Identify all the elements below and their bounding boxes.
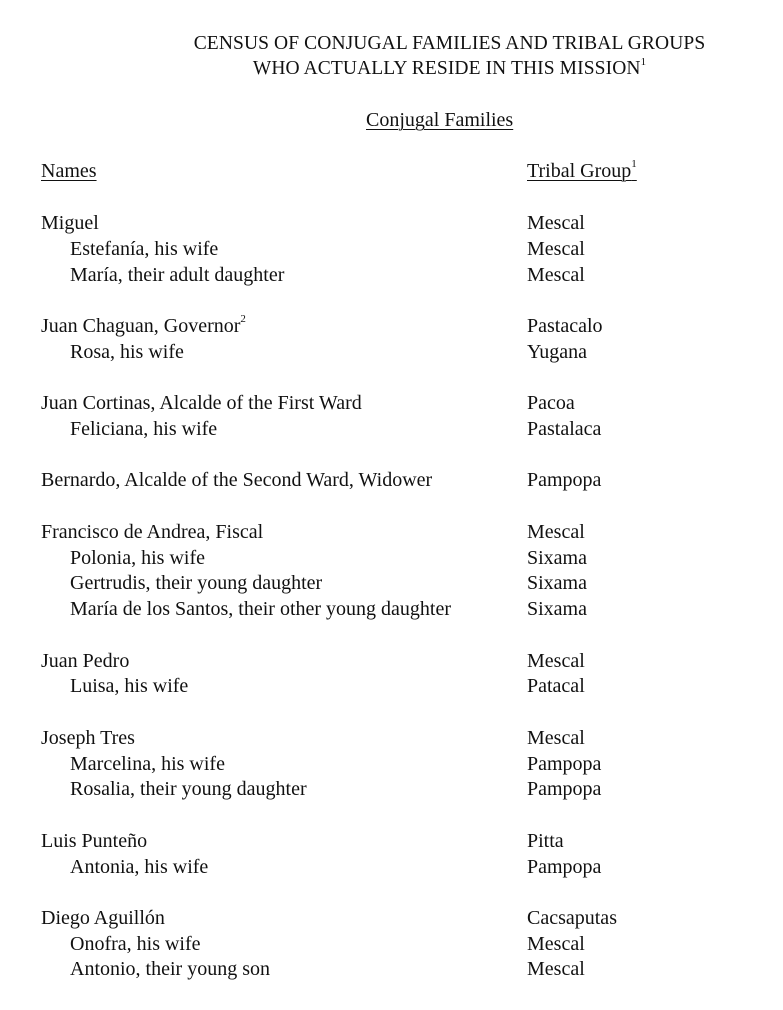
person-name	[70, 547, 205, 570]
family-group	[0, 830, 783, 882]
tribal-group-footnote-marker: 1	[631, 158, 637, 170]
person-name-text: Juan Chaguan, Governor	[41, 314, 241, 337]
family-group	[0, 212, 783, 289]
title-text-1: CENSUS OF CONJUGAL FAMILIES AND TRIBAL GROUPS	[193, 33, 706, 54]
tribal-group: Mescal	[527, 932, 585, 955]
person-name	[41, 392, 362, 415]
person-name	[70, 598, 451, 621]
person-name-text: Antonio, their young son	[70, 958, 270, 981]
person-name	[41, 907, 165, 930]
family-head-row	[0, 521, 783, 547]
section-heading: Conjugal Families	[366, 109, 514, 131]
family-head-row	[0, 830, 783, 856]
tribal-group: Pampopa	[527, 752, 602, 775]
person-name	[70, 958, 270, 981]
tribal-group: Mescal	[527, 212, 585, 234]
family-member-row	[0, 675, 783, 701]
family-group	[0, 469, 783, 495]
family-member-row	[0, 418, 783, 444]
person-name-text: Bernardo, Alcalde of the Second Ward, Widower	[41, 469, 433, 492]
person-name-text: María, their adult daughter	[70, 263, 285, 286]
person-name	[70, 238, 218, 261]
person-name	[41, 469, 432, 492]
person-name-text: Francisco de Andrea, Fiscal	[41, 520, 264, 543]
person-name-text: Miguel	[41, 212, 99, 234]
family-member-row	[0, 598, 783, 624]
tribal-group: Sixama	[527, 546, 587, 569]
tribal-group: Pampopa	[527, 855, 602, 878]
family-member-row	[0, 753, 783, 779]
family-head-row	[0, 392, 783, 418]
family-member-row	[0, 778, 783, 804]
footnote-marker: 2	[240, 312, 246, 325]
family-member-row	[0, 933, 783, 959]
person-name-text: Juan Pedro	[41, 649, 130, 672]
family-member-row	[0, 958, 783, 984]
person-name-text: Rosa, his wife	[70, 340, 184, 363]
tribal-group: Pitta	[527, 829, 564, 852]
person-name-text: Rosalia, their young daughter	[70, 778, 307, 801]
family-member-row	[0, 341, 783, 367]
person-name	[41, 312, 246, 338]
person-name	[41, 830, 147, 853]
person-name-text: Polonia, his wife	[70, 546, 205, 569]
person-name-text: Antonia, his wife	[70, 855, 209, 878]
tribal-group: Yugana	[527, 340, 587, 363]
person-name-text: Luisa, his wife	[70, 675, 189, 698]
person-name-text: Gertrudis, their young daughter	[70, 572, 323, 595]
family-head-row	[0, 727, 783, 753]
person-name	[70, 675, 188, 698]
family-group	[0, 312, 783, 367]
family-group	[0, 521, 783, 624]
person-name-text: Estefanía, his wife	[70, 237, 219, 260]
person-name-text: Luis Punteño	[41, 829, 148, 852]
tribal-group: Pacoa	[527, 392, 575, 415]
title-line-1	[0, 33, 783, 55]
family-member-row	[0, 547, 783, 573]
family-member-row	[0, 856, 783, 882]
person-name-text: Onofra, his wife	[70, 932, 201, 955]
family-head-row	[0, 907, 783, 933]
title-line-2	[0, 58, 783, 80]
person-name	[70, 753, 225, 776]
tribal-group: Mescal	[527, 958, 585, 981]
tribal-group: Cacsaputas	[527, 906, 617, 929]
title-text-2: WHO ACTUALLY RESIDE IN THIS MISSION	[252, 58, 641, 79]
person-name-text: María de los Santos, their other young daughter	[70, 598, 452, 621]
tribal-group: Mescal	[527, 649, 585, 672]
family-head-row	[0, 650, 783, 676]
person-name-text: Joseph Tres	[41, 726, 135, 749]
tribal-group: Pastalaca	[527, 417, 602, 440]
family-group	[0, 392, 783, 444]
family-member-row	[0, 572, 783, 598]
person-name	[70, 264, 284, 287]
title-footnote-marker: 1	[640, 56, 647, 68]
person-name-text: Feliciana, his wife	[70, 417, 218, 440]
person-name-text: Juan Cortinas, Alcalde of the First Ward	[41, 392, 362, 415]
person-name-text: Diego Aguillón	[41, 906, 165, 929]
person-name	[41, 212, 99, 235]
person-name	[41, 521, 263, 544]
tribal-group: Sixama	[527, 598, 587, 621]
families-list	[0, 212, 783, 1010]
person-name-text: Marcelina, his wife	[70, 752, 225, 775]
names-column-header: Names	[41, 160, 97, 182]
tribal-group: Mescal	[527, 263, 585, 286]
person-name	[70, 572, 322, 595]
person-name	[70, 341, 184, 364]
family-head-row	[0, 312, 783, 341]
tribal-group: Mescal	[527, 520, 585, 543]
family-member-row	[0, 238, 783, 264]
person-name	[70, 933, 201, 956]
tribal-group-header-text: Tribal Group	[527, 160, 632, 182]
tribal-group: Mescal	[527, 237, 585, 260]
person-name	[41, 727, 135, 750]
tribal-group: Pampopa	[527, 469, 602, 492]
family-group	[0, 650, 783, 702]
person-name	[70, 856, 208, 879]
family-group	[0, 727, 783, 804]
tribal-group: Sixama	[527, 572, 587, 595]
tribal-group: Pampopa	[527, 778, 602, 801]
person-name	[70, 778, 307, 801]
tribal-group: Pastacalo	[527, 314, 603, 337]
tribal-group: Patacal	[527, 675, 585, 698]
family-member-row	[0, 264, 783, 290]
family-head-row	[0, 212, 783, 238]
person-name	[41, 650, 129, 673]
tribal-group-column-header	[527, 160, 637, 183]
family-head-row	[0, 469, 783, 495]
tribal-group: Mescal	[527, 726, 585, 749]
person-name	[70, 418, 217, 441]
family-group	[0, 907, 783, 984]
